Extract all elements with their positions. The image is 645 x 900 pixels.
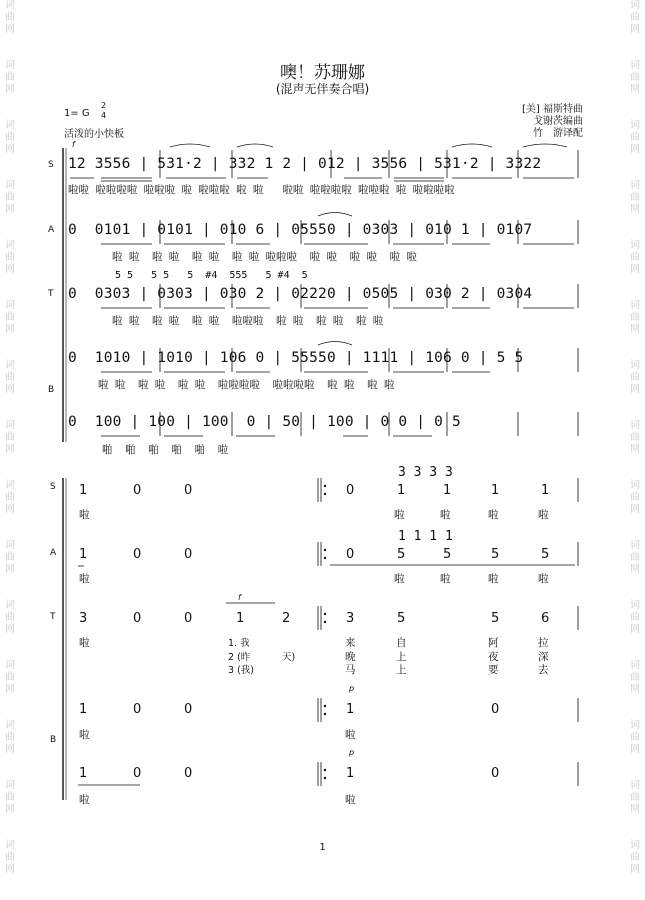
watermark-char: 词 — [630, 540, 640, 551]
watermark-char: 词 — [630, 0, 640, 11]
alto-lyrics: 啦 啦 啦 啦 啦 啦 啦 啦 啦啦啦 啦 啦 啦 啦 啦 啦 — [112, 251, 417, 263]
watermark-char: 曲 — [5, 852, 15, 863]
voice-label-b-2: B — [50, 735, 57, 745]
song-subtitle: (混声无伴奏合唱) — [275, 82, 370, 96]
b2-2-note-5: 0 — [491, 766, 500, 781]
s2-note-1: 1 — [79, 483, 88, 498]
watermark-char: 曲 — [630, 792, 640, 803]
t2-lyric-r1-4: 自 — [396, 637, 407, 649]
watermark-char: 网 — [5, 744, 15, 755]
watermark-char: 曲 — [5, 132, 15, 143]
watermark-char: 网 — [5, 624, 15, 635]
s2-lyric-3: 啦 — [440, 509, 451, 521]
b2-1-dynamic: p — [349, 684, 355, 693]
watermark-char: 词 — [5, 720, 15, 731]
a2-lyric-4: 啦 — [488, 573, 499, 585]
credit-composer: [美] 福斯特曲 — [522, 104, 583, 115]
b2-2-dynamic: p — [349, 748, 355, 757]
soprano-lyrics: 啦啦 啦啦啦啦 啦啦啦 啦 啦啦啦 啦 啦 啦啦 啦啦啦啦 啦啦啦 啦 啦啦啦啦 — [68, 184, 455, 196]
a2-note-5: 5 — [397, 547, 406, 562]
watermark-char: 词 — [5, 540, 15, 551]
t2-note-6: 3 — [346, 611, 355, 626]
watermark-char: 网 — [630, 444, 640, 455]
s2-note-2: 0 — [133, 483, 142, 498]
a2-lyric-2: 啦 — [394, 573, 405, 585]
watermark-char: 曲 — [5, 612, 15, 623]
t2-note-5: 2 — [282, 611, 291, 626]
t2-lyric-r3-2: 马 — [345, 664, 356, 676]
credit-arranger: 戈谢茨编曲 — [533, 116, 583, 127]
watermark-char: 曲 — [630, 252, 640, 263]
watermark-char: 曲 — [630, 312, 640, 323]
a2-note-2: 0 — [133, 547, 142, 562]
voice-label-b: B — [48, 385, 55, 395]
s2-lyric-2: 啦 — [394, 509, 405, 521]
watermark-char: 曲 — [5, 792, 15, 803]
watermark-char: 曲 — [5, 252, 15, 263]
b2-2-lyric-2: 啦 — [345, 794, 356, 806]
voice-label-a: A — [48, 225, 55, 235]
t2-note-9: 6 — [541, 611, 550, 626]
watermark-char: 词 — [5, 180, 15, 191]
t2-lyric-r3-5: 去 — [538, 664, 549, 676]
watermark-char: 网 — [630, 564, 640, 575]
soprano2-upper: 3 3 3 3 — [398, 465, 453, 480]
watermark-char: 网 — [630, 144, 640, 155]
voice-label-t: T — [48, 289, 54, 299]
t2-lyric-r3-3: 上 — [396, 664, 407, 676]
b2-1-note-4: 1 — [346, 702, 355, 717]
t2-note-3: 0 — [184, 611, 193, 626]
watermark-char: 网 — [630, 684, 640, 695]
t2-note-8: 5 — [491, 611, 500, 626]
b2-2-note-2: 0 — [133, 766, 142, 781]
s2-lyric-5: 啦 — [538, 509, 549, 521]
a2-lyric-3: 啦 — [440, 573, 451, 585]
watermark-char: 网 — [5, 384, 15, 395]
t2-note-4: 1 — [236, 611, 245, 626]
watermark-char: 曲 — [5, 552, 15, 563]
watermark-char: 曲 — [5, 672, 15, 683]
a2-note-4: 0 — [346, 547, 355, 562]
watermark-char: 网 — [5, 684, 15, 695]
soprano-notes: 12 3556 | 531·2 | 332 1 2 | 012 | 3556 | 531·2 | 3322 — [68, 156, 542, 172]
watermark-char: 曲 — [630, 732, 640, 743]
watermark-char: 词 — [5, 840, 15, 851]
a2-note-1: 1 — [79, 547, 88, 562]
s2-note-6: 1 — [443, 483, 452, 498]
watermark-char: 曲 — [630, 372, 640, 383]
watermark-char: 曲 — [630, 492, 640, 503]
watermark-char: 网 — [5, 444, 15, 455]
watermark-char: 网 — [630, 24, 640, 35]
watermark-char: 曲 — [630, 432, 640, 443]
b2-2-lyric-1: 啦 — [79, 794, 90, 806]
bass1-notes: 0 1010 | 1010 | 106 0 | 55550 | 1111 | 106 0 | 5 5 — [68, 350, 524, 366]
bass2-notes: 0 100 | 100 | 100 0 | 50 | 100 | 0 0 | 0 5 — [68, 414, 461, 430]
watermark-char: 词 — [630, 420, 640, 431]
watermark-char: 词 — [630, 720, 640, 731]
watermark-char: 网 — [5, 24, 15, 35]
s2-note-4: 0 — [346, 483, 355, 498]
watermark-char: 曲 — [5, 732, 15, 743]
watermark-char: 网 — [5, 204, 15, 215]
t2-lyric-r3-4: 要 — [488, 664, 499, 676]
time-signature-bottom: 4 — [101, 111, 107, 120]
watermark-char: 网 — [630, 204, 640, 215]
watermark-char: 词 — [5, 0, 15, 11]
a2-lyric-5: 啦 — [538, 573, 549, 585]
watermark-char: 曲 — [5, 192, 15, 203]
b2-1-lyric-1: 啦 — [79, 729, 90, 741]
t2-note-7: 5 — [397, 611, 406, 626]
watermark-char: 曲 — [630, 672, 640, 683]
watermark-char: 网 — [630, 804, 640, 815]
credit-translator: 竹 游译配 — [533, 128, 583, 139]
tenor-lyrics: 啦 啦 啦 啦 啦 啦 啦啦啦 啦 啦 啦 啦 啦 啦 — [112, 315, 384, 327]
watermark-char: 曲 — [630, 12, 640, 23]
watermark-char: 曲 — [5, 492, 15, 503]
alto-notes: 0 0101 | 0101 | 010 6 | 05550 | 0303 | 010 1 | 0107 — [68, 222, 533, 238]
watermark-char: 词 — [5, 360, 15, 371]
t2-lyric-r2-3: 晚 — [345, 651, 356, 663]
b2-2-note-3: 0 — [184, 766, 193, 781]
song-title: 噢！苏珊娜 — [280, 63, 365, 83]
watermark-char: 网 — [630, 864, 640, 875]
watermark-char: 网 — [5, 864, 15, 875]
watermark-char: 网 — [630, 744, 640, 755]
watermark-char: 曲 — [630, 852, 640, 863]
watermark-char: 词 — [630, 600, 640, 611]
watermark-char: 词 — [630, 480, 640, 491]
a2-note-7: 5 — [491, 547, 500, 562]
watermark-char: 网 — [5, 324, 15, 335]
watermark-char: 网 — [5, 144, 15, 155]
t2-lyric-r1-2: 1. 我 — [228, 638, 250, 649]
watermark-char: 网 — [630, 504, 640, 515]
watermark-char: 网 — [630, 264, 640, 275]
watermark-char: 网 — [630, 84, 640, 95]
watermark-char: 曲 — [5, 312, 15, 323]
b2-1-lyric-2: 啦 — [345, 729, 356, 741]
watermark-char: 曲 — [5, 12, 15, 23]
s2-lyric-4: 啦 — [488, 509, 499, 521]
t2-lyric-r2-6: 深 — [538, 651, 549, 663]
alto2-upper: 1 1 1 1 — [398, 529, 453, 544]
watermark-char: 曲 — [5, 372, 15, 383]
s2-lyric-1: 啦 — [79, 509, 90, 521]
t2-lyric-r2-5: 夜 — [488, 651, 499, 663]
watermark-char: 词 — [5, 600, 15, 611]
watermark-char: 曲 — [630, 132, 640, 143]
bass2-lyrics: 啪 啪 啪 啪 啪 啦 — [102, 444, 229, 456]
t2-note-1: 3 — [79, 611, 88, 626]
t2-lyric-r2-1: 2 (昨 — [228, 652, 251, 663]
watermark-char: 词 — [630, 780, 640, 791]
watermark-char: 网 — [5, 504, 15, 515]
t2-note-2: 0 — [133, 611, 142, 626]
watermark-char: 词 — [630, 180, 640, 191]
watermark-char: 词 — [630, 360, 640, 371]
tenor-upper-notes: 5 5 5 5 5 #4 555 5 #4 5 — [115, 270, 308, 281]
t2-lyric-r1-1: 啦 — [79, 637, 90, 649]
voice-label-t-2: T — [50, 612, 56, 622]
s2-note-3: 0 — [184, 483, 193, 498]
t2-lyric-r1-3: 来 — [345, 637, 356, 649]
watermark-char: 网 — [5, 804, 15, 815]
b2-2-note-4: 1 — [346, 766, 355, 781]
watermark-char: 词 — [630, 120, 640, 131]
key-signature: 1= G — [64, 108, 90, 119]
watermark-char: 词 — [630, 840, 640, 851]
dynamic-forte: f — [72, 140, 75, 149]
a2-note-3: 0 — [184, 547, 193, 562]
watermark-char: 曲 — [630, 552, 640, 563]
time-signature-top: 2 — [101, 101, 107, 110]
watermark-char: 词 — [630, 300, 640, 311]
t2-lyric-r1-5: 阿 — [488, 637, 499, 649]
t2-lyric-r1-6: 拉 — [538, 637, 549, 649]
voice-label-s: S — [48, 160, 54, 170]
voice-label-a-2: A — [50, 548, 57, 558]
s2-note-7: 1 — [491, 483, 500, 498]
watermark-char: 曲 — [630, 192, 640, 203]
t2-lyric-r2-4: 上 — [396, 651, 407, 663]
watermark-char: 网 — [5, 564, 15, 575]
watermark-char: 词 — [5, 240, 15, 251]
t2-dynamic: f — [238, 593, 241, 602]
watermark-char: 网 — [630, 384, 640, 395]
voice-label-s-2: S — [50, 482, 56, 492]
a2-note-8: 5 — [541, 547, 550, 562]
watermark-char: 词 — [5, 780, 15, 791]
page-number: 1 — [319, 842, 326, 853]
watermark-char: 词 — [630, 240, 640, 251]
s2-note-8: 1 — [541, 483, 550, 498]
watermark-char: 网 — [630, 324, 640, 335]
watermark-char: 网 — [630, 624, 640, 635]
a2-lyric-1: 啦 — [79, 573, 90, 585]
watermark-char: 词 — [5, 420, 15, 431]
a2-note-6: 5 — [443, 547, 452, 562]
watermark-char: 曲 — [630, 72, 640, 83]
watermark-char: 词 — [5, 660, 15, 671]
t2-lyric-r3-1: 3 (我) — [228, 665, 254, 676]
watermark-char: 词 — [5, 120, 15, 131]
watermark-char: 曲 — [630, 612, 640, 623]
b2-1-note-3: 0 — [184, 702, 193, 717]
tempo-marking: 活泼的小快板 — [64, 129, 124, 140]
watermark-char: 词 — [5, 300, 15, 311]
watermark-char: 曲 — [5, 432, 15, 443]
b2-1-note-1: 1 — [79, 702, 88, 717]
watermark-char: 词 — [5, 480, 15, 491]
watermark-char: 网 — [5, 84, 15, 95]
b2-2-note-1: 1 — [79, 766, 88, 781]
t2-lyric-r2-2: 天) — [282, 652, 296, 663]
s2-note-5: 1 — [397, 483, 406, 498]
watermark-char: 曲 — [5, 72, 15, 83]
watermark-char: 网 — [5, 264, 15, 275]
watermark-char: 词 — [630, 60, 640, 71]
b2-1-note-2: 0 — [133, 702, 142, 717]
watermark-char: 词 — [5, 60, 15, 71]
bass1-lyrics: 啦 啦 啦 啦 啦 啦 啦啦啦啦 啦啦啦啦 啦 啦 啦 啦 — [98, 379, 395, 391]
b2-1-note-5: 0 — [491, 702, 500, 717]
watermark-char: 词 — [630, 660, 640, 671]
tenor-notes: 0 0303 | 0303 | 030 2 | 02220 | 0505 | 030 2 | 0304 — [68, 286, 533, 302]
